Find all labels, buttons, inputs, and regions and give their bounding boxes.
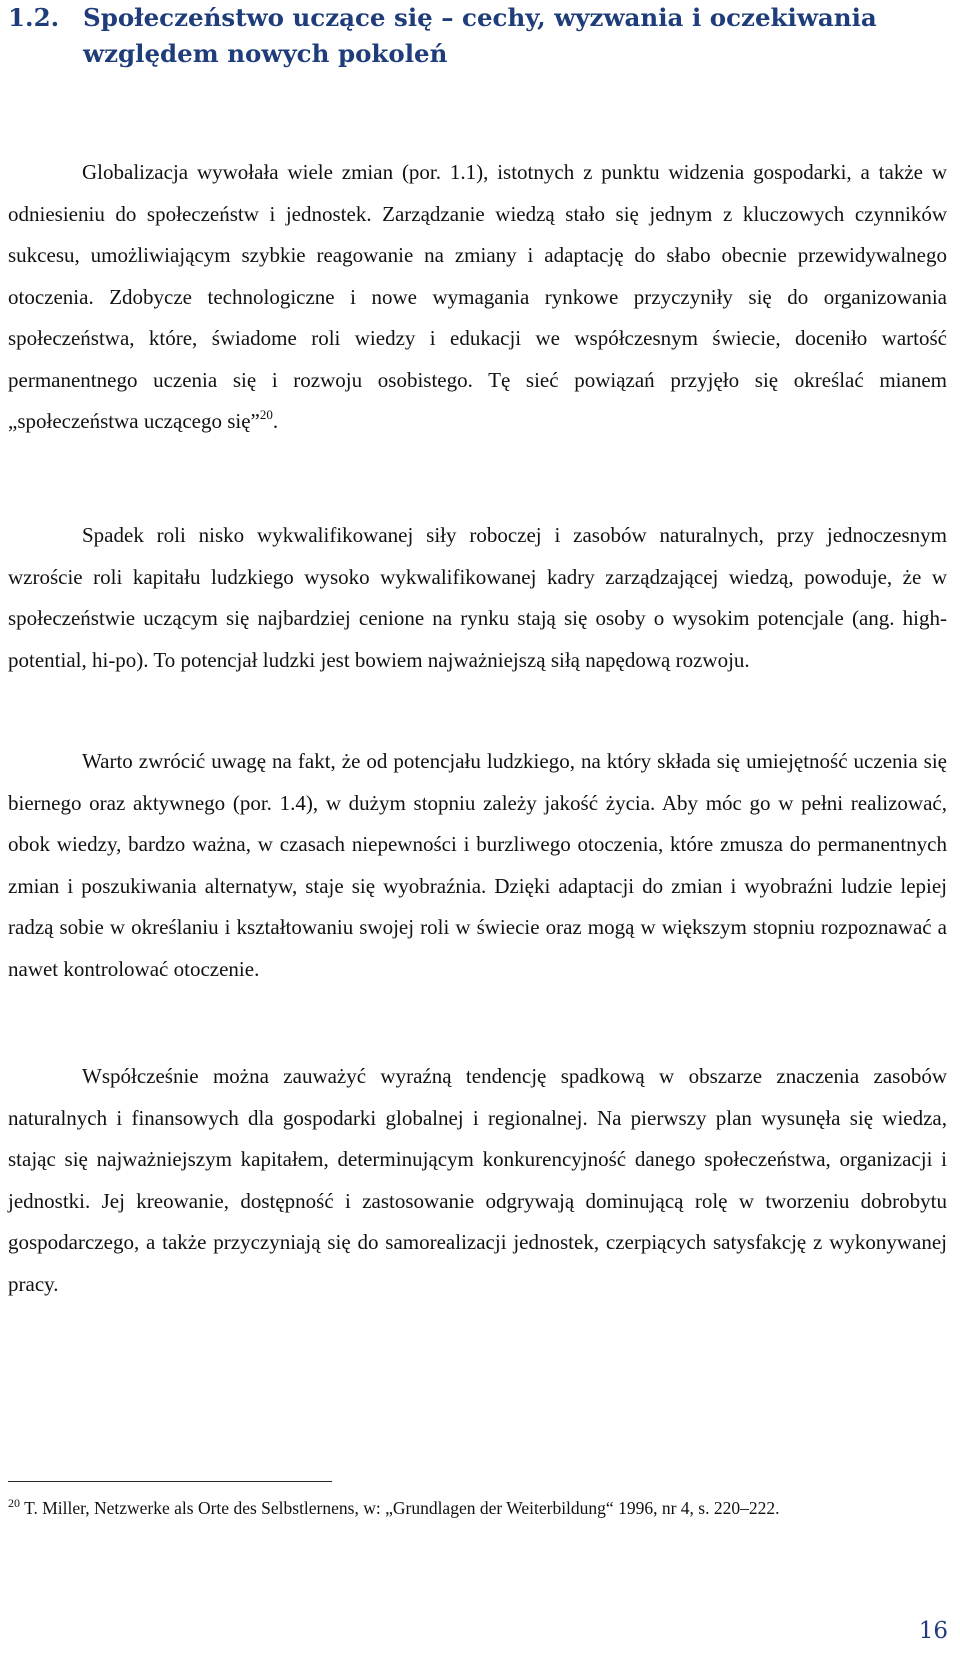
section-title-line2: względem nowych pokoleń xyxy=(83,39,448,68)
paragraph-3-text: Warto zwrócić uwagę na fakt, że od potencjału ludzkiego, na który składa się umiejętność uczenia się biernego oraz aktywnego (por. 1.4), w dużym stopniu zależy jakość życia. Aby móc go w pełni realizować, obok wiedzy, bardzo ważna, w czasach niepewności i burzliwego otoczenia, które zmusza do permanentnych zmian i poszukiwania alternatyw, staje się wyobraźnia. Dzięki adaptacji do zmian i wyobraźni ludzie lepiej radzą sobie w określaniu i kształtowaniu swojej roli w świecie oraz mogą w większym stopniu rozpoznawać a nawet kontrolować otoczenie. xyxy=(8,749,947,981)
footnote-separator xyxy=(8,1481,332,1482)
paragraph-2 xyxy=(8,515,947,681)
section-heading xyxy=(8,0,938,72)
paragraph-4-text: Współcześnie można zauważyć wyraźną tendencję spadkową w obszarze znaczenia zasobów naturalnych i finansowych dla gospodarki globalnej i regionalnej. Na pierwszy plan wysunęła się wiedza, stając się najważniejszym kapitałem, determinującym konkurencyjność danego społeczeństwa, organizacji i jednostki. Jej kreowanie, dostępność i zastosowanie odgrywają dominującą rolę w tworzeniu dobrobytu gospodarczego, a także przyczyniają się do samorealizacji jednostek, czerpiących satysfakcję z wykonywanej pracy. xyxy=(8,1064,947,1296)
paragraph-1-text: Globalizacja wywołała wiele zmian (por. 1.1), istotnych z punktu widzenia gospodarki, a także w odniesieniu do społeczeństw i jednostek. Zarządzanie wiedzą stało się jednym z kluczowych czynników sukcesu, umożliwiającym szybkie reagowanie na zmiany i adaptację do słabo obecnie przewidywalnego otoczenia. Zdobycze technologiczne i nowe wymagania rynkowe przyczyniły się do organizowania społeczeństwa, które, świadome roli wiedzy i edukacji we współczesnym świecie, doceniło wartość permanentnego uczenia się i rozwoju osobistego. Tę sieć powiązań przyjęło się określać mianem „społeczeństwa uczącego się” xyxy=(8,160,947,433)
paragraph-1 xyxy=(8,152,947,443)
paragraph-4 xyxy=(8,1056,947,1305)
paragraph-1-end: . xyxy=(272,409,279,433)
footnote-number: 20 xyxy=(8,1496,20,1510)
section-number: 1.2. xyxy=(8,3,60,32)
paragraph-2-text: Spadek roli nisko wykwalifikowanej siły roboczej i zasobów naturalnych, przy jednoczesnym wzroście roli kapitału ludzkiego wysoko wykwalifikowanej kadry zarządzającej wiedzą, powoduje, że w społeczeństwie uczącym się najbardziej cenione na rynku stają się osoby o wysokim potencjale (ang. high-potential, hi-po). To potencjał ludzki jest bowiem najważniejszą siłą napędową rozwoju. xyxy=(8,523,947,672)
footnote xyxy=(8,1494,908,1523)
paragraph-3 xyxy=(8,741,947,990)
page-number: 16 xyxy=(918,1618,948,1644)
footnote-reference: 20 xyxy=(259,407,273,422)
section-title-line1: Społeczeństwo uczące się – cechy, wyzwania i oczekiwania xyxy=(83,3,877,32)
footnote-text: T. Miller, Netzwerke als Orte des Selbstlernens, w: „Grundlagen der Weiterbildung“ 1996, nr 4, s. 220–222. xyxy=(24,1498,780,1518)
